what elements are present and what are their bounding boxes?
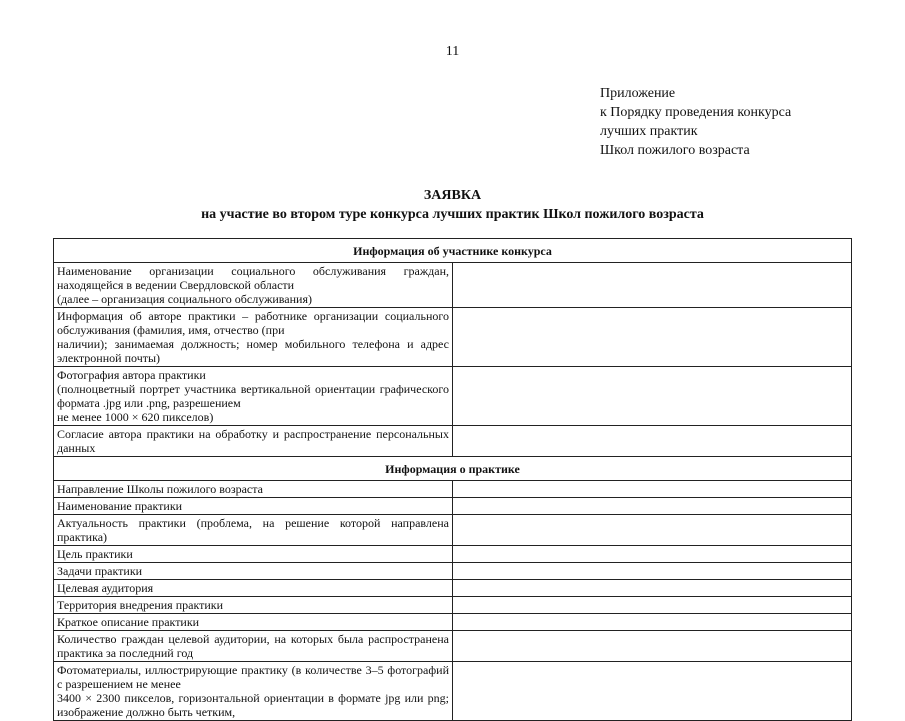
field-value-cell: [453, 515, 852, 546]
field-label: [54, 614, 453, 631]
page-number: 11: [445, 44, 460, 59]
field-label: [54, 580, 453, 597]
table-row: [54, 367, 852, 426]
table-row: [54, 308, 852, 367]
field-label-line: (полноцветный портрет участника вертикальной ориентации графического формата .jpg или .png, разрешением: [57, 382, 449, 410]
field-value-cell: [453, 563, 852, 580]
appendix-line: к Порядку проведения конкурса: [600, 105, 792, 120]
field-label-line: Цель практики: [57, 547, 133, 561]
table-row: [54, 481, 852, 498]
field-label: [54, 367, 453, 426]
field-value-cell: [453, 367, 852, 426]
field-value-cell: [453, 597, 852, 614]
document-title: [0, 186, 905, 224]
field-label: [54, 308, 453, 367]
field-value-cell: [453, 546, 852, 563]
field-label-line: Целевая аудитория: [57, 581, 154, 595]
field-label-line: наличии); занимаемая должность; номер мобильного телефона и адрес электронной почты): [57, 337, 449, 365]
table-row: [54, 597, 852, 614]
subtitle-line: на участие во втором туре конкурса лучших практик Школ пожилого возраста: [201, 207, 704, 222]
field-value-cell: [453, 580, 852, 597]
field-label: [54, 498, 453, 515]
field-value-cell: [453, 426, 852, 457]
field-label-line: Территория внедрения практики: [57, 598, 224, 612]
table-row: [54, 580, 852, 597]
field-label-line: Направление Школы пожилого возраста: [57, 482, 263, 496]
field-value-cell: [453, 614, 852, 631]
table-row: [54, 263, 852, 308]
appendix-line: Школ пожилого возраста: [600, 143, 750, 158]
field-value-cell: [453, 631, 852, 662]
field-label-line: (далее – организация социального обслуживания): [57, 292, 312, 306]
table-row: [54, 614, 852, 631]
section-heading: Информация о практике: [54, 457, 852, 481]
field-label-line: Фотоматериалы, иллюстрирующие практику (в количестве 3–5 фотографий с разрешением не менее: [57, 663, 449, 691]
field-label-line: 3400 × 2300 пикселов, горизонтальной ориентации в формате jpg или png; изображение должно быть четким,: [57, 691, 449, 719]
section-header-row: [54, 457, 852, 481]
table-row: [54, 662, 852, 721]
field-label-line: Количество граждан целевой аудитории, на которых была распространена практика за последний год: [57, 632, 449, 660]
table-row: [54, 515, 852, 546]
application-form-table: [53, 238, 852, 721]
field-label-line: Наименование организации социального обслуживания граждан, находящейся в ведении Свердловской области: [57, 264, 449, 292]
field-label-line: Согласие автора практики на обработку и распространение персональных данных: [57, 427, 449, 455]
table-row: [54, 563, 852, 580]
field-label: [54, 563, 453, 580]
field-label: [54, 546, 453, 563]
field-label-line: не менее 1000 × 620 пикселов): [57, 410, 214, 424]
field-label: [54, 263, 453, 308]
field-label: [54, 515, 453, 546]
field-value-cell: [453, 498, 852, 515]
field-label-line: Задачи практики: [57, 564, 143, 578]
section-header-row: [54, 239, 852, 263]
appendix-line: Приложение: [600, 86, 676, 101]
field-label: [54, 662, 453, 721]
field-label: [54, 631, 453, 662]
table-row: [54, 426, 852, 457]
appendix-note: [600, 84, 791, 160]
field-label: [54, 426, 453, 457]
field-label-line: Информация об авторе практики – работнике организации социального обслуживания (фамилия, имя, отчество (при: [57, 309, 449, 337]
field-value-cell: [453, 263, 852, 308]
field-label: [54, 597, 453, 614]
section-heading: Информация об участнике конкурса: [54, 239, 852, 263]
field-value-cell: [453, 662, 852, 721]
field-label-line: Актуальность практики (проблема, на решение которой направлена практика): [57, 516, 449, 544]
field-label: [54, 481, 453, 498]
table-row: [54, 498, 852, 515]
table-row: [54, 546, 852, 563]
field-label-line: Фотография автора практики: [57, 368, 206, 382]
field-label-line: Краткое описание практики: [57, 615, 200, 629]
table-row: [54, 631, 852, 662]
field-label-line: Наименование практики: [57, 499, 183, 513]
appendix-line: лучших практик: [600, 124, 698, 139]
field-value-cell: [453, 481, 852, 498]
title-line: ЗАЯВКА: [423, 188, 482, 203]
field-value-cell: [453, 308, 852, 367]
